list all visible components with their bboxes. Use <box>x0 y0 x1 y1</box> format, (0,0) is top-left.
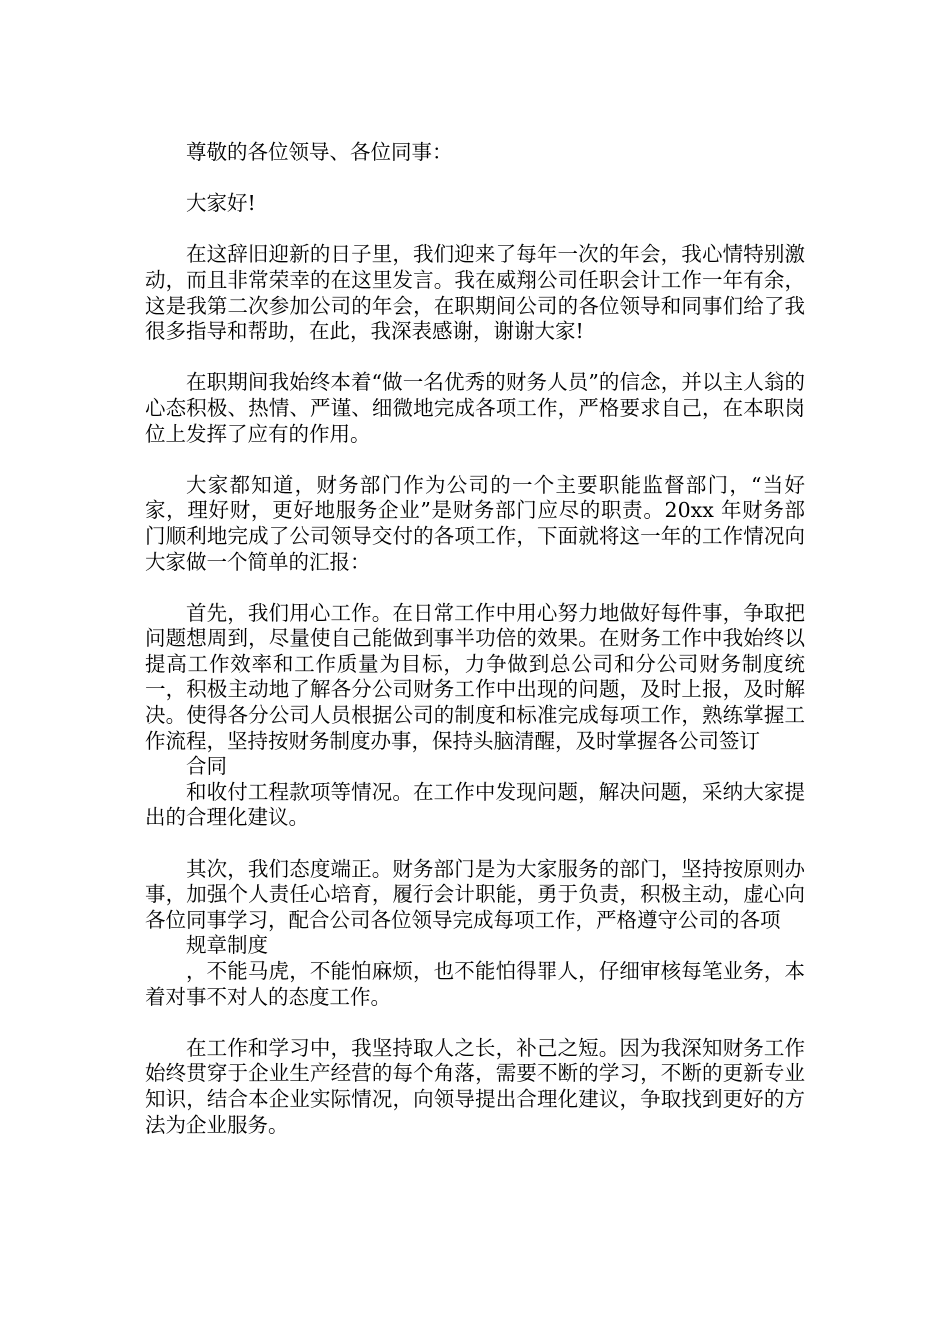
greeting: 尊敬的各位领导、各位同事： <box>186 140 453 164</box>
paragraph-second-rest: ，不能马虎，不能怕麻烦，也不能怕得罪人，仔细审核每笔业务，本着对事不对人的态度工作。 <box>145 959 805 1009</box>
document-page <box>145 140 805 1164</box>
paragraph-first-rest: 和收付工程款项等情况。在工作中发现问题，解决问题，采纳大家提出的合理化建议。 <box>145 779 805 830</box>
paragraph-first-fragment: 合同 <box>186 754 227 779</box>
paragraph-report: 大家都知道，财务部门作为公司的一个主要职能监督部门，“当好家，理好财，更好地服务企业”是财务部门应尽的职责。20xx 年财务部门顺利地完成了公司领导交付的各项工作，下面就将这一年的工作情况向大家做一个简单的汇报： <box>145 472 805 574</box>
hello: 大家好! <box>186 191 256 216</box>
paragraph-belief: 在职期间我始终本着“做一名优秀的财务人员”的信念，并以主人翁的心态积极、热情、严谨、细微地完成各项工作，严格要求自己，在本职岗位上发挥了应有的作用。 <box>145 370 805 446</box>
paragraph-first-main: 首先，我们用心工作。在日常工作中用心努力地做好每件事，争取把问题想周到，尽量使自己能做到事半功倍的效果。在财务工作中我始终以提高工作效率和工作质量为目标，力争做到总公司和分公司财务制度统一，积极主动地了解各分公司财务工作中出现的问题，及时上报，及时解决。使得各分公司人员根据公司的制度和标准完成每项工作，熟练掌握工作流程，坚持按财务制度办事，保持头脑清醒，及时掌握各公司签订 <box>145 600 805 753</box>
paragraph-second-main: 其次，我们态度端正。财务部门是为大家服务的部门，坚持按原则办事，加强个人责任心培育，履行会计职能，勇于负责，积极主动，虚心向各位同事学习，配合公司各位领导完成每项工作，严格遵守公司的各项 <box>145 856 805 932</box>
paragraph-second-fragment: 规章制度 <box>186 933 268 958</box>
paragraph-third: 在工作和学习中，我坚持取人之长，补己之短。因为我深知财务工作始终贯穿于企业生产经营的每个角落，需要不断的学习，不断的更新专业知识，结合本企业实际情况，向领导提出合理化建议，争取找到更好的方法为企业服务。 <box>145 1035 805 1137</box>
paragraph-intro: 在这辞旧迎新的日子里，我们迎来了每年一次的年会，我心情特别激动，而且非常荣幸的在这里发言。我在威翔公司任职会计工作一年有余，这是我第二次参加公司的年会，在职期间公司的各位领导和同事们给了我很多指导和帮助，在此，我深表感谢，谢谢大家! <box>145 242 805 344</box>
